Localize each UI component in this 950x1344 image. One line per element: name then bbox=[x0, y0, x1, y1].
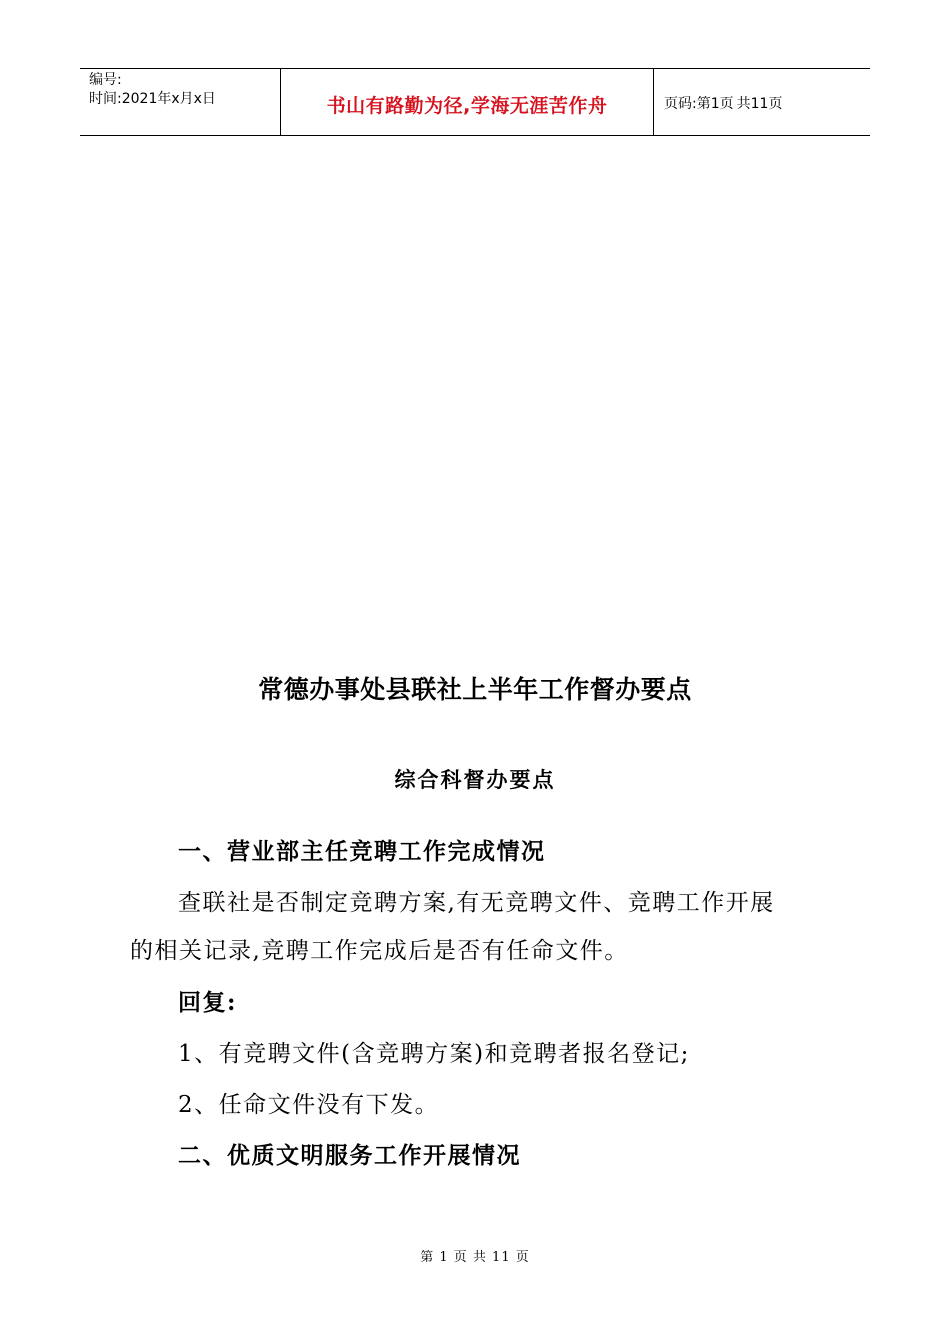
page-footer: 第 1 页 共 11 页 bbox=[420, 1250, 530, 1265]
header-meta-cell bbox=[80, 69, 281, 135]
reply-item-2: 2、任命文件没有下发。 bbox=[178, 1092, 440, 1118]
document-subtitle: 综合科督办要点 bbox=[394, 767, 556, 792]
header-number-label: 编号: bbox=[89, 72, 122, 88]
header-time-label: 时间:2021年x月x日 bbox=[89, 91, 216, 107]
header-motto: 书山有路勤为径,学海无涯苦作舟 bbox=[326, 94, 608, 117]
header-motto-cell bbox=[281, 69, 654, 135]
section2-heading: 二、优质文明服务工作开展情况 bbox=[178, 1142, 521, 1169]
reply-heading: 回复: bbox=[178, 989, 237, 1016]
section1-body-line2: 的相关记录,竞聘工作完成后是否有任命文件。 bbox=[130, 938, 629, 964]
reply-item-1: 1、有竞聘文件(含竞聘方案)和竞聘者报名登记; bbox=[178, 1041, 690, 1067]
header-page-label: 页码:第1页 bbox=[664, 96, 734, 112]
section1-heading: 一、营业部主任竞聘工作完成情况 bbox=[178, 838, 546, 865]
header-page-cell bbox=[654, 69, 870, 135]
document-title: 常德办事处县联社上半年工作督办要点 bbox=[258, 675, 692, 704]
header-total-label: 共11页 bbox=[736, 96, 783, 112]
page-header bbox=[80, 68, 870, 136]
section1-body-line1: 查联社是否制定竞聘方案,有无竞聘文件、竞聘工作开展 bbox=[178, 890, 775, 916]
